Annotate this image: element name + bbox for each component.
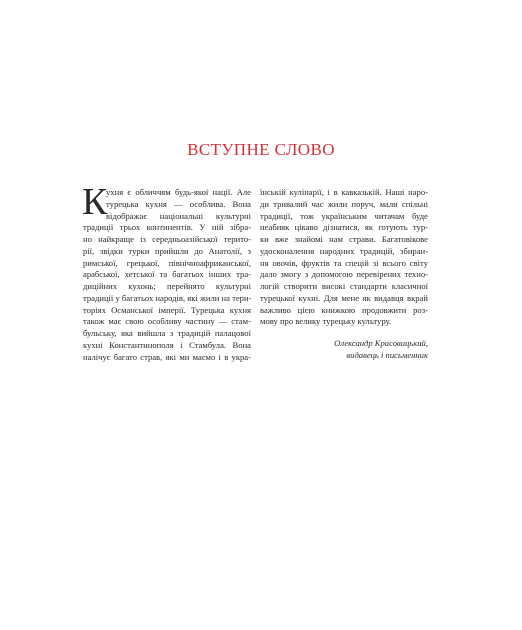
body-line: мову про велику турецьку культуру. [260, 316, 392, 327]
body-line: турецька кухня — особлива. Вона [106, 198, 251, 209]
signature-name: Олександр Красовицький, [334, 338, 428, 348]
body-line: кухні Константинополя і Стамбула. Вона [83, 339, 251, 350]
body-line: бульську, яка вийшла з традицій палацової [83, 328, 251, 338]
page-title: ВСТУПНЕ СЛОВО [187, 140, 335, 159]
body-line: арабської, хетської та багатьох інших тра- [83, 269, 251, 280]
body-line: неабияк цікаво дізнатися, як готують тур- [260, 222, 428, 233]
right-column [260, 187, 428, 328]
body-line: ки вже знайомі нам страви. Багатовікове [260, 234, 428, 244]
drop-cap: К [82, 181, 108, 223]
body-line: традиції трьох континентів. У ній зібра- [83, 222, 251, 233]
body-line: важливо цією книжкою продовжити роз- [260, 304, 428, 315]
body-line: ня овочів, фруктів та спецій зі всього світу [260, 257, 428, 268]
left-column [82, 181, 252, 363]
body-line: ди тривалий час жили поруч, мали спільні [260, 198, 428, 209]
body-line: диційних кухонь; перейнято культурні [83, 281, 251, 291]
body-line: традиції у багатьох народів, які жили на тери- [83, 292, 252, 303]
body-line: також має свою особливу частину — стам- [83, 316, 251, 327]
body-line: логій створити високі стандарти класичної [260, 281, 428, 291]
body-line: удосконалення народних традицій, збиран- [260, 245, 428, 256]
signature [260, 338, 428, 362]
body-line: дало змогу з допомогою перевірених техно- [260, 269, 428, 280]
body-line: рії, звідки турки прийшли до Анатолії, з [83, 245, 251, 256]
body-line: турецької кухні. Для мене як видавця вкрай [260, 292, 428, 303]
body-line: но найкраще із середньоазійської терито- [83, 234, 251, 244]
body-line: відображає національні культурні [106, 210, 251, 221]
body-line: налічує багато страв, які ми маємо і в укра- [83, 351, 251, 362]
signature-role: видавець і письменник [346, 349, 428, 360]
body-line: традиції, тож українським читачам буде [260, 210, 428, 221]
body-line: ухня є обличчям будь-якої нації. Але [106, 187, 251, 197]
body-line: римської, грецької, північноафриканської, [83, 257, 251, 268]
body-line: їнській кулінарії, і в кавказькій. Наші наро- [260, 187, 428, 197]
body-line: торіях Османської імперії. Турецька кухня [83, 304, 251, 315]
